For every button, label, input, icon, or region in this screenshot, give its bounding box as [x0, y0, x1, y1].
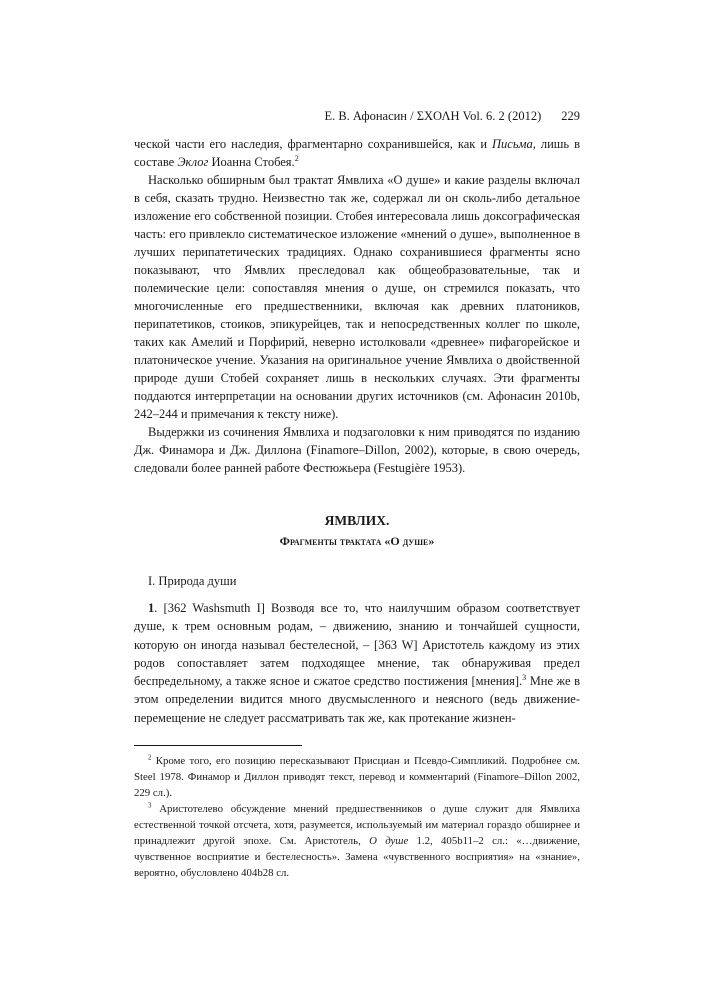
footnotes: [134, 753, 580, 881]
intro-paragraph-2: Насколько обширным был трактат Ямвлиха «О душе» и какие разделы включал в себя, сказать трудно. Неизвестно так же, содержал ли он сколь-либо детальное изложение его собственной позиции. Стобея интересовала лишь доксографическая часть: его привлекло систематическое изложение «мнений о душе», выполненное в лучших перипатетических традициях. Однако сохранившиеся фрагменты ясно показывают, что Ямвлих преследовал как общеобразовательные, так и полемические цели: сопоставляя мнения о душе, он стремился показать, что многочисленные его предшественники, включая как древних платоников, перипатетиков, стоиков, эпикурейцев, так и непосредственных коллег по школе, таких как Амелий и Порфирий, неверно истолковали «древнее» пифагорейское и платоническое учение. Указания на оригинальное учение Ямвлиха о двойственной природе души Стобей сохраняет лишь в нескольких случаях. Эти фрагменты поддаются интерпретации на основании других источников (см. Афонасин 2010b, 242–244 и примечания к тексту ниже).: [134, 173, 580, 421]
footnote-divider: [134, 745, 302, 746]
intro-paragraph-1: [134, 135, 580, 171]
intro-p1-text-a: ческой части его наследия, фрагментарно сохранившейся, как и: [134, 137, 493, 151]
footnote-ref-2[interactable]: 2: [294, 153, 299, 163]
footnote-3: [134, 801, 580, 881]
footnote-3-text-b: 1.2, 405b11–2 сл.: «…движение, чувственное восприятие и бестелесность». Замена «чувственного восприятия» на «знание», вероятно, обусловлено 404b28 сл.: [134, 835, 580, 879]
header-author-journal: Е. В. Афонасин / ΣΧΟΛΗ Vol. 6. 2 (2012): [324, 109, 542, 123]
fragment-1-text-b: Мне же в этом определении видится много двусмысленного и неясного (ведь движение-перемещение не следует рассматривать так же, как протекание жизнен-: [134, 674, 580, 725]
footnote-2: [134, 753, 580, 801]
intro-text: [134, 135, 580, 477]
fragment-number: 1: [148, 601, 155, 615]
page-number: 229: [561, 109, 580, 123]
footnote-3-text-a: Аристотелево обсуждение мнений предшественников о душе служит для Ямвлиха естественной точкой отсчета, хотя, разумеется, используемый им материал гораздо обширнее и принадлежит другой эпохе. См. Аристотель,: [134, 803, 580, 847]
intro-p1-text-c: , лишь в составе: [134, 137, 580, 169]
section-title: [134, 511, 580, 551]
footnote-2-marker: 2: [148, 753, 152, 762]
fragment-1-text-a: . [362 Washsmuth I] Возводя все то, что наилучшим образом соответствует душе, к трем основным родам, – движению, знанию и тончайшей сущности, которую он иногда называл бестелесной, – [363 W] Аристотель каждому из этих родов сопоставляет затем подходящее мнение, так обнаруживая предел беспредельному, а также ясное и сжатое средство постижения [мнения].: [134, 601, 580, 689]
running-header: [134, 108, 580, 124]
fragment-text: [134, 599, 580, 727]
intro-p1-italic-letters: Письма: [492, 137, 533, 151]
fragment-1: [134, 599, 580, 727]
intro-p1-italic-eclogues: Эклог: [177, 155, 209, 169]
footnote-3-italic-title: О душе: [369, 835, 409, 847]
title-subtitle: Фрагменты трактата «О душе»: [279, 534, 435, 548]
intro-p1-text-e: Иоанна Стобея.: [208, 155, 295, 169]
footnote-2-text: Кроме того, его позицию пересказывают Присциан и Псевдо-Симпликий. Подробнее см. Steel 1978. Финамор и Диллон приводят текст, перевод и комментарий (Finamore–Dillon 2002, 229 сл.).: [134, 755, 580, 799]
section-heading: I. Природа души: [148, 574, 237, 588]
title-main: ЯМВЛИХ.: [324, 513, 390, 528]
footnote-ref-3[interactable]: 3: [522, 673, 527, 683]
footnote-3-marker: 3: [148, 801, 152, 810]
intro-paragraph-3: Выдержки из сочинения Ямвлиха и подзаголовки к ним приводятся по изданию Дж. Финамора и Дж. Диллона (Finamore–Dillon, 2002), которые, в свою очередь, следовали более ранней работе Фестюжьера (Festugière 1953).: [134, 425, 580, 475]
